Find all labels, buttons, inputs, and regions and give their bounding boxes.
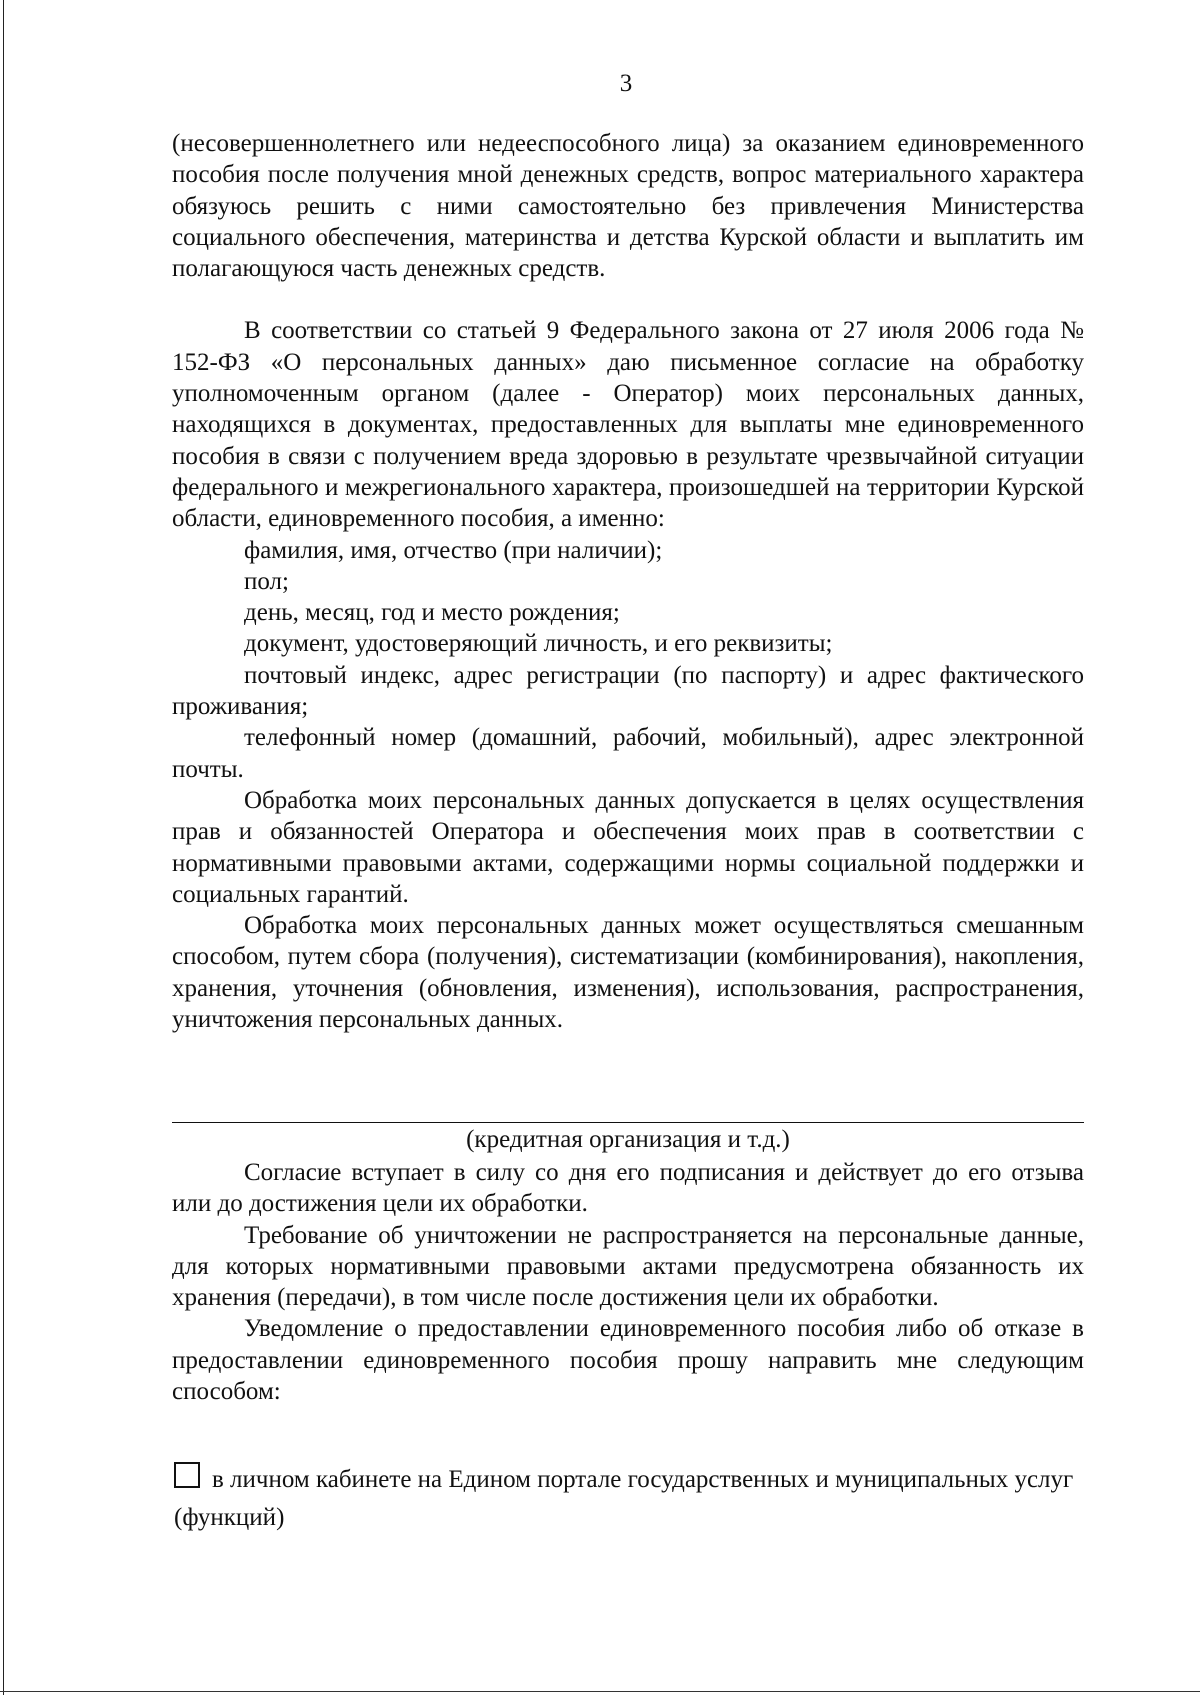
list-item-phone-email: телефонный номер (домашний, рабочий, мобильный), адрес электронной почты. [172, 724, 1084, 783]
notification-checkbox[interactable] [174, 1462, 200, 1488]
paragraph-processing-method: Обработка моих персональных данных может осуществляться смешанным способом, путем сбора (получения), систематизации (комбинирования), накопления, хранения, уточнения (обновления, изменения), использования, распространения, уничтожения персональных данных. [172, 912, 1084, 1034]
paragraph-obligation: (несовершеннолетнего или недееспособного лица) за оказанием единовременного пособия после получения мной денежных средств, вопрос материального характера обязуюсь решить с ними самостоятельно без привлечения Министерства социального обеспечения, материнства и детства Курской области и выплатить им полагающуюся часть денежных средств. [172, 130, 1084, 283]
paragraph-notification: Уведомление о предоставлении единовременного пособия либо об отказе в предоставлении единовременного пособия прошу направить мне следующим способом: [172, 1315, 1084, 1406]
paragraph-processing-purpose: Обработка моих персональных данных допускается в целях осуществления прав и обязанностей Оператора и обеспечения моих прав в соответствии с нормативными правовыми актами, содержащими нормы социальной поддержки и социальных гарантий. [172, 786, 1084, 908]
paragraph-gap [172, 284, 1084, 315]
blank-fill-caption: (кредитная организация и т.д.) [466, 1126, 790, 1153]
paragraph-destruction: Требование об уничтожении не распространяется на персональные данные, для которых нормативными правовыми актами предусмотрена обязанность их хранения (передачи), в том числе после достижения цели их обработки. [172, 1221, 1084, 1312]
paragraph-consent: В соответствии со статьей 9 Федерального закона от 27 июля 2006 года № 152-ФЗ «О персональных данных» даю письменное согласие на обработку уполномоченным органом (далее - Оператор) моих персональных данных, находящихся в документах, предоставленных для выплаты мне единовременного пособия в связи с получением вреда здоровью в результате чрезвычайной ситуации федерального и межрегионального характера, произошедшей на территории Курской области, единовременного пособия, а именно: [172, 317, 1084, 533]
list-item-sex: пол; [244, 567, 289, 595]
scan-edge-left [3, 0, 4, 1695]
scan-edge-bottom [0, 1691, 1200, 1692]
list-item-address: почтовый индекс, адрес регистрации (по паспорту) и адрес фактического проживания; [172, 661, 1084, 721]
list-item-full-name: фамилия, имя, отчество (при наличии); [244, 536, 663, 564]
consent-text-upper [172, 128, 1084, 1035]
list-item-identity-document: документ, удостоверяющий личность, и его реквизиты; [244, 630, 833, 658]
notification-option[interactable] [174, 1461, 1084, 1537]
page-number: 3 [619, 70, 633, 97]
paragraph-validity: Согласие вступает в силу со дня его подписания и действует до его отзыва или до достижения цели их обработки. [172, 1159, 1084, 1218]
list-item-birth: день, месяц, год и место рождения; [244, 599, 620, 627]
blank-fill-line [172, 1122, 1084, 1123]
consent-text-lower [172, 1157, 1084, 1407]
notification-option-label: в личном кабинете на Едином портале государственных и муниципальных услуг (функций) [174, 1466, 1074, 1531]
